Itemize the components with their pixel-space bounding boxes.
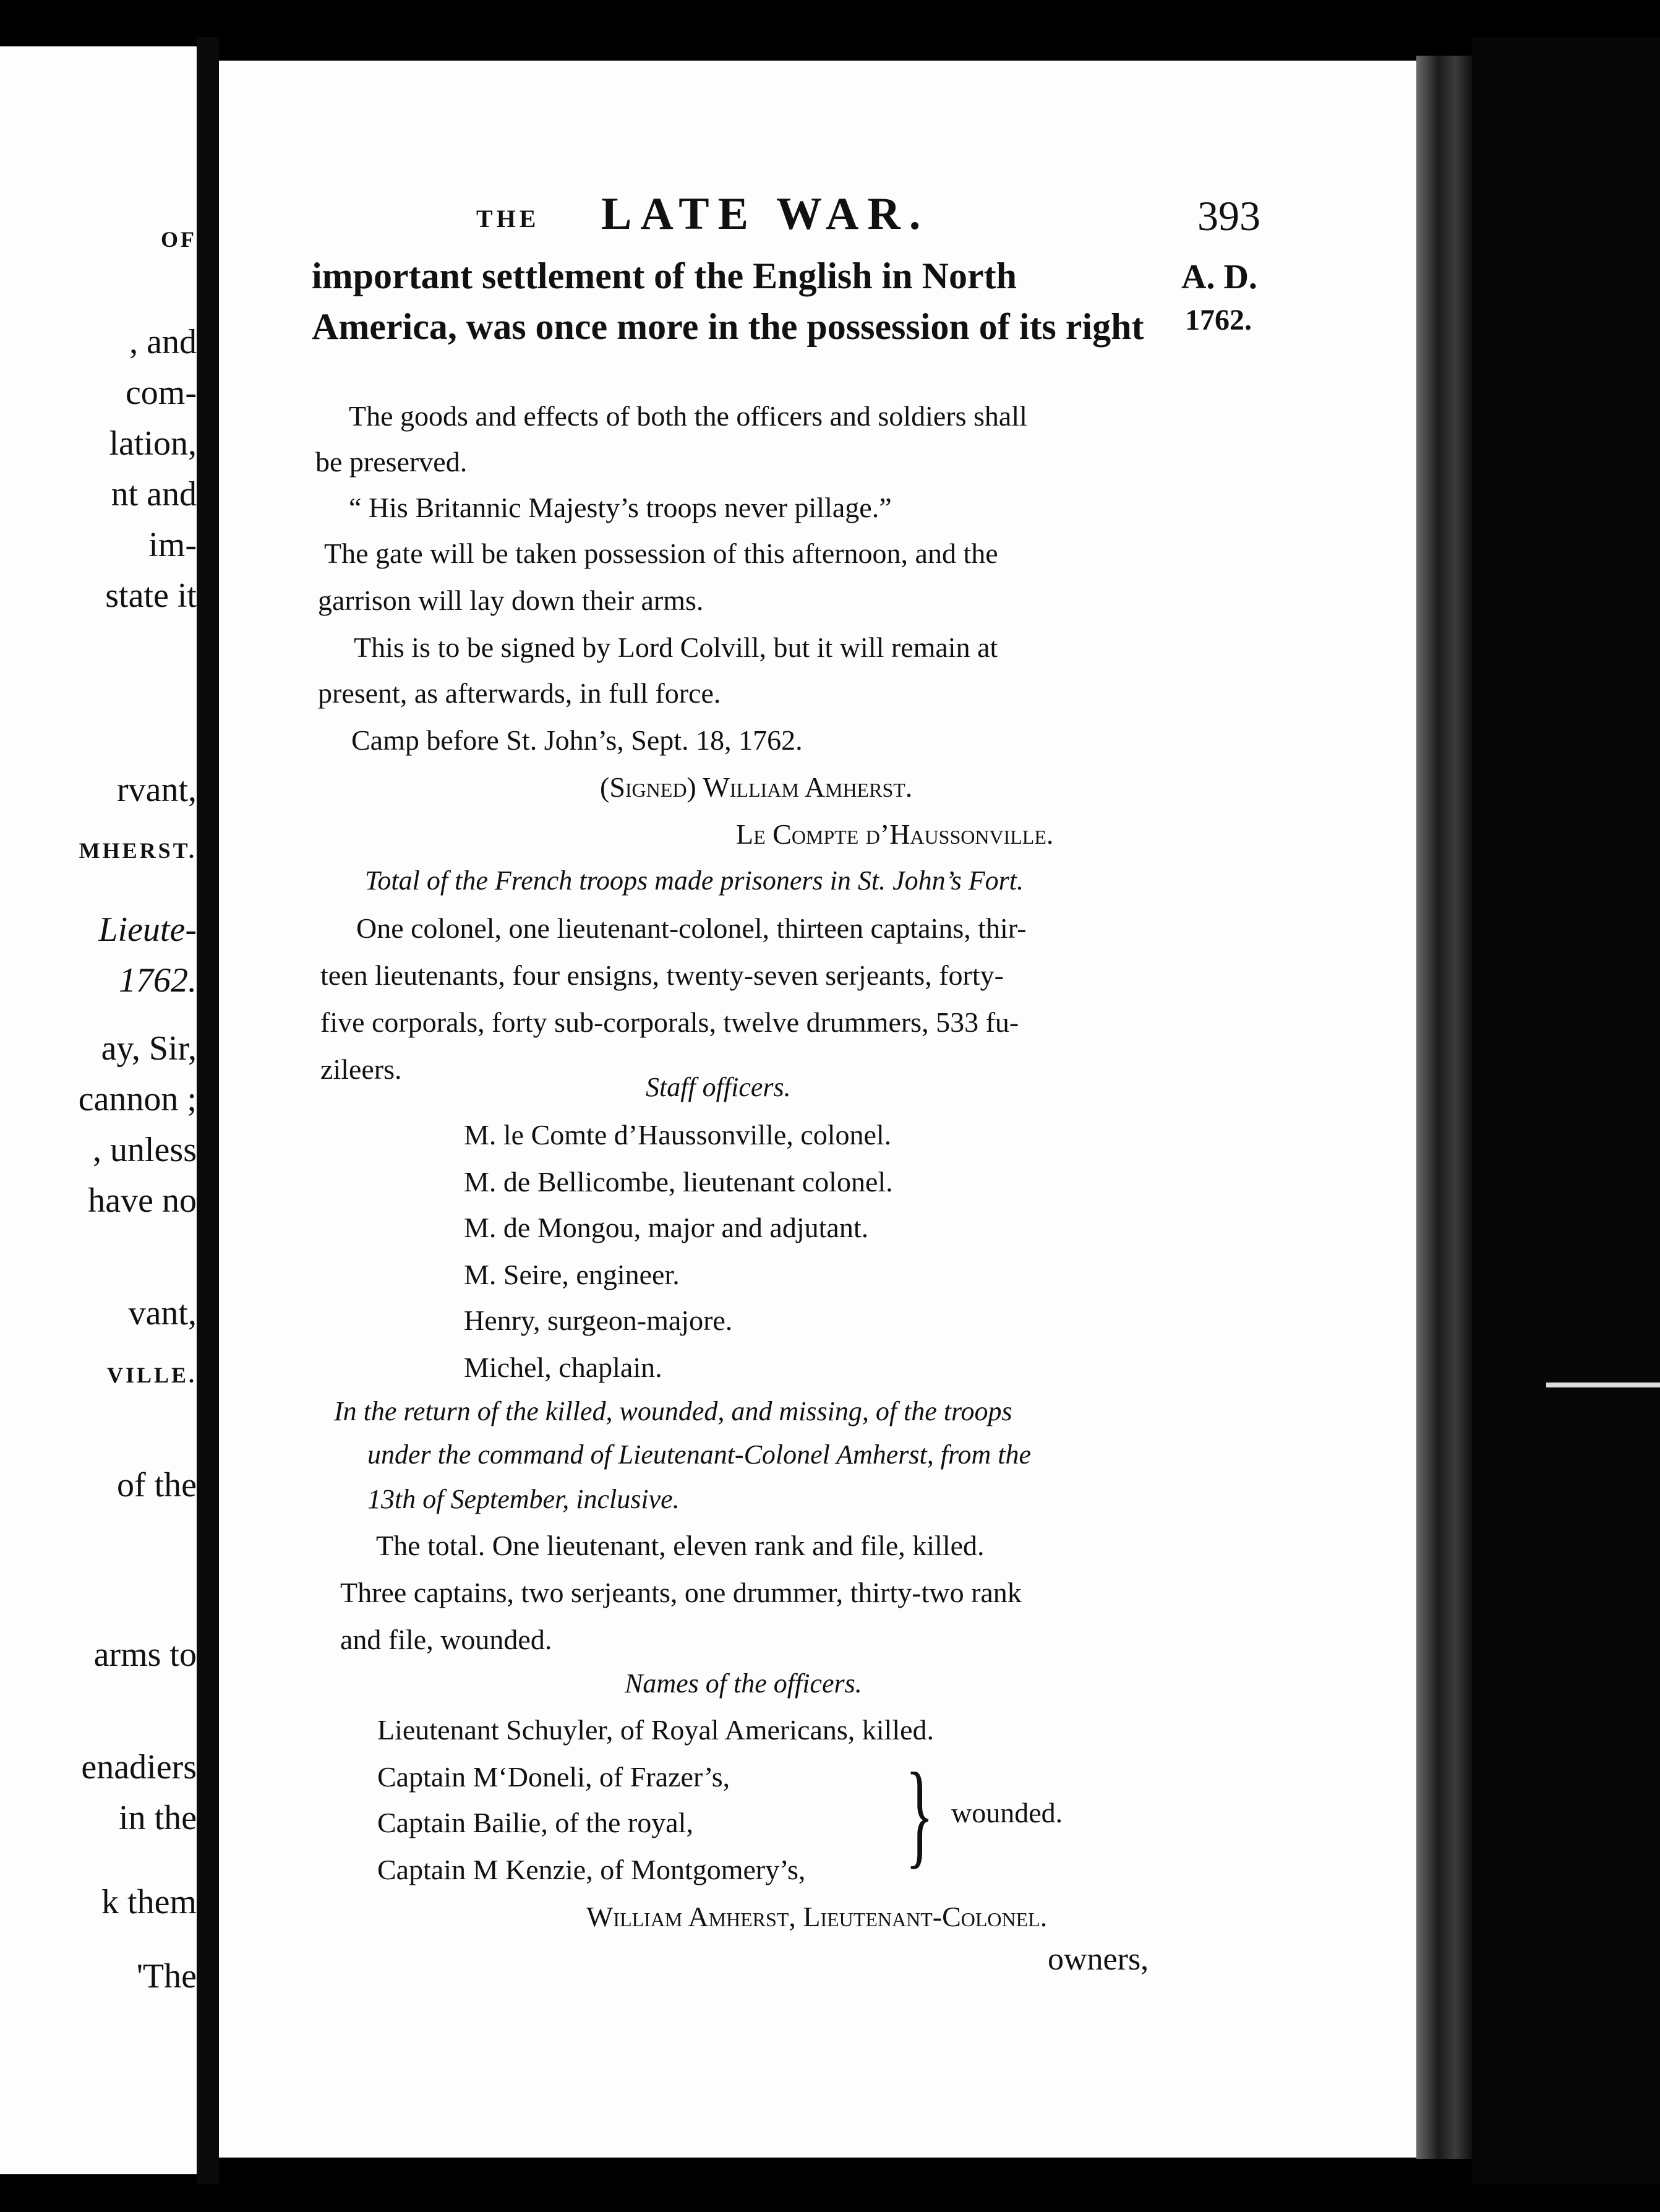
left-fragment: , unless [93,1131,197,1168]
wounded-label: wounded. [951,1797,1063,1828]
staff-item: M. le Comte d’Haussonville, colonel. [464,1119,892,1151]
return-line: and file, wounded. [340,1624,552,1655]
dateline: Camp before St. John’s, Sept. 18, 1762. [351,724,803,756]
left-fragment: 'The [136,1958,197,1995]
return-line: The total. One lieutenant, eleven rank and file, killed. [376,1530,985,1561]
staff-item: Michel, chaplain. [464,1352,662,1383]
left-fragment: state it [105,577,197,614]
total-line: five corporals, forty sub-corporals, twelve drummers, 533 fu- [320,1006,1019,1038]
left-fragment: cannon ; [78,1081,197,1118]
left-fragment: enadiers [81,1749,197,1786]
article-line: “ His Britannic Majesty’s troops never pillage.” [349,492,892,523]
book-page [219,61,1444,2158]
margin-year-label: A. D. [1181,258,1257,296]
margin-year: 1762. [1185,304,1252,337]
left-fragment: OF [161,227,197,252]
staff-item: M. de Bellicombe, lieutenant colonel. [464,1166,893,1198]
book-gutter [197,37,219,2184]
article-line: The goods and effects of both the officers and soldiers shall [349,400,1027,432]
officer-wounded: Captain M‘Doneli, of Frazer’s, [377,1761,730,1793]
running-title: LATE WAR. [601,189,930,239]
closing-signature: William Amherst, Lieutenant-Colonel. [586,1901,1048,1932]
page-edge [1416,56,1472,2159]
article-line: This is to be signed by Lord Colvill, but it will remain at [354,632,998,663]
return-heading: In the return of the killed, wounded, and missing, of the troops [334,1396,1012,1426]
return-heading: under the command of Lieutenant-Colonel Amherst, from the [367,1439,1031,1470]
left-fragment: MHERST. [79,838,197,863]
left-fragment: 1762. [119,962,197,999]
total-line: One colonel, one lieutenant-colonel, thirteen captains, thir- [356,912,1027,944]
left-fragment: have no [88,1182,197,1219]
scan-artifact [1546,1382,1660,1387]
page-number: 393 [1197,192,1260,239]
section-heading-staff: Staff officers. [646,1072,791,1102]
running-title-the: THE [476,205,540,233]
left-fragment: im- [148,526,197,564]
total-line: zileers. [320,1053,402,1085]
left-fragment: in the [119,1799,197,1837]
officer-killed: Lieutenant Schuyler, of Royal Americans, killed. [377,1714,935,1746]
left-fragment: k them [101,1884,197,1921]
left-fragment: rvant, [116,771,197,808]
staff-item: M. Seire, engineer. [464,1259,680,1290]
officer-wounded: Captain Bailie, of the royal, [377,1807,693,1838]
left-fragment: VILLE. [106,1363,197,1387]
left-fragment: ay, Sir, [101,1030,197,1067]
body-line: important settlement of the English in North [312,255,1017,296]
section-heading-total: Total of the French troops made prisoners in St. John’s Fort. [365,865,1024,896]
signature-second: Le Compte d’Haussonville. [736,818,1054,850]
left-fragment: nt and [111,476,197,513]
left-fragment: , and [129,324,197,361]
body-line: America, was once more in the possession of its right [312,306,1144,347]
left-fragment: lation, [109,425,197,462]
total-line: teen lieutenants, four ensigns, twenty-seven serjeants, forty- [320,959,1004,991]
left-fragment: com- [125,374,197,411]
right-dark-strip [1472,37,1660,2184]
article-line: garrison will lay down their arms. [318,585,704,616]
signature: (Signed) William Amherst. [600,771,913,803]
left-fragment: of the [116,1467,197,1504]
return-heading: 13th of September, inclusive. [367,1484,680,1514]
catchword: owners, [1048,1942,1149,1977]
brace-symbol: } [905,1749,934,1879]
article-line: present, as afterwards, in full force. [318,677,721,709]
left-fragment: Lieute- [98,911,197,948]
officers-heading: Names of the officers. [625,1668,862,1699]
article-line: be preserved. [315,446,468,478]
left-fragment: vant, [128,1295,197,1332]
staff-item: M. de Mongou, major and adjutant. [464,1212,869,1243]
return-line: Three captains, two serjeants, one drummer, thirty-two rank [340,1577,1022,1608]
staff-item: Henry, surgeon-majore. [464,1305,733,1336]
article-line: The gate will be taken possession of this afternoon, and the [324,538,998,569]
officer-wounded: Captain M Kenzie, of Montgomery’s, [377,1854,806,1885]
left-facing-page [0,46,197,2174]
left-fragment: arms to [93,1636,197,1673]
